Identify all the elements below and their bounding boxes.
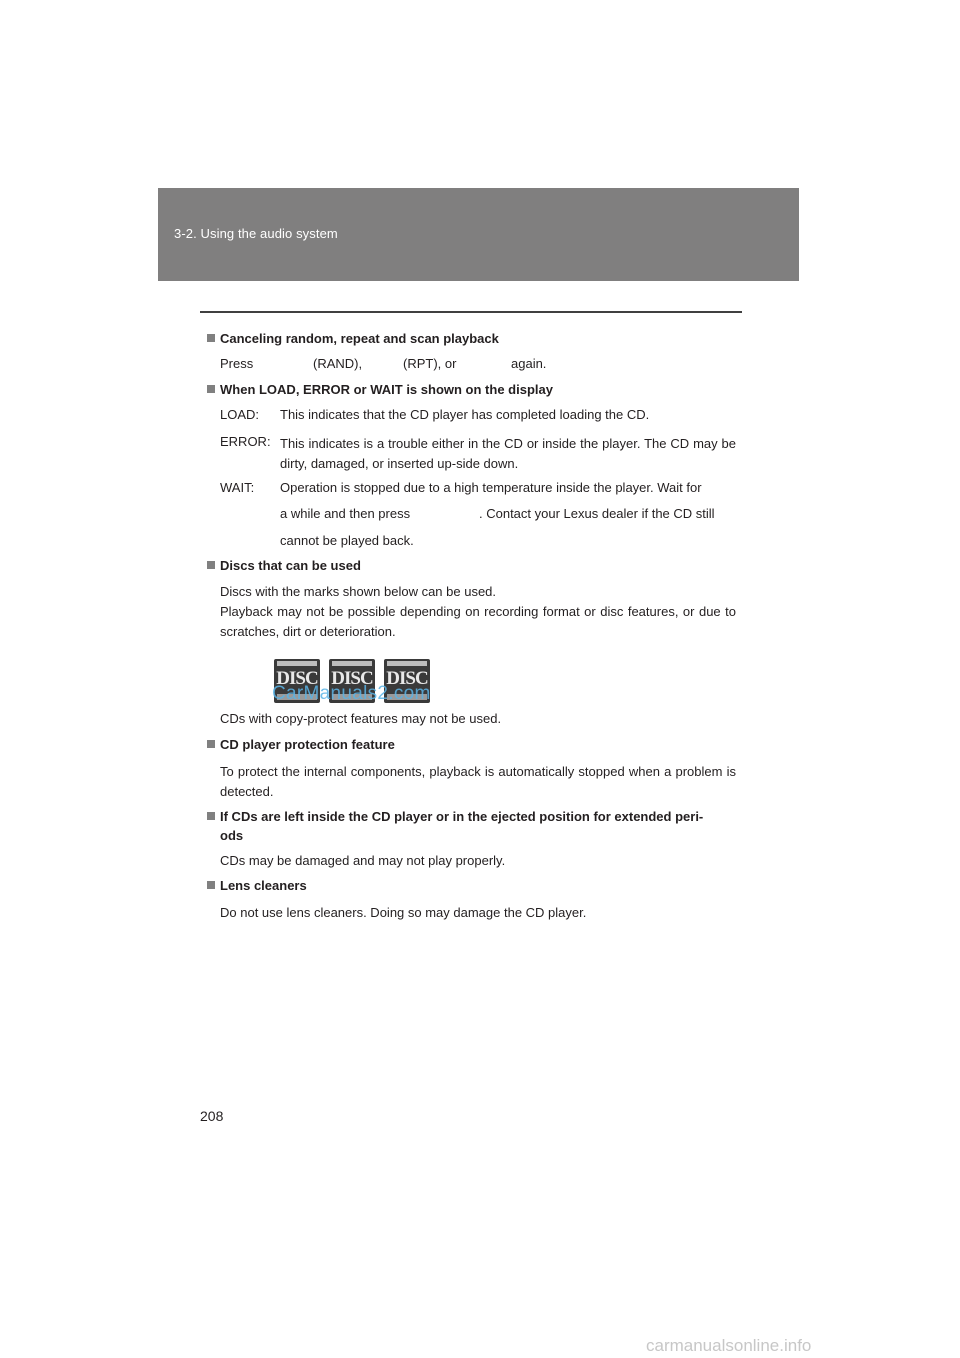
heading-left-inside-line2: ods <box>220 828 244 843</box>
heading-load-error-wait <box>207 382 553 397</box>
discs-text-2: Playback may not be possible depending on recording format or disc features, or due to scratches, dirt or deterioration. <box>220 604 736 639</box>
heading-lens <box>207 878 307 893</box>
again-text: again. <box>511 356 547 371</box>
disc-logo-word: DISC <box>276 668 318 689</box>
error-text: This indicates is a trouble either in the CD or inside the player. The CD may be dirty, damaged, or inserted up-side down. <box>280 436 736 471</box>
load-label: LOAD: <box>220 407 260 422</box>
page-number: 208 <box>200 1108 224 1124</box>
square-bullet-icon <box>207 334 215 342</box>
load-text: This indicates that the CD player has completed loading the CD. <box>280 407 650 422</box>
heading-lens-text: Lens cleaners <box>220 878 307 893</box>
heading-left-inside <box>207 807 737 845</box>
square-bullet-icon <box>207 740 215 748</box>
rpt-text: (RPT), or <box>403 356 457 371</box>
heading-protection-text: CD player protection feature <box>220 737 395 752</box>
disc-logo-word: DISC <box>331 668 373 689</box>
wait-text-line1: Operation is stopped due to a high temperature inside the player. Wait for <box>280 480 702 495</box>
heading-canceling <box>207 331 499 346</box>
heading-discs <box>207 558 361 573</box>
left-inside-text: CDs may be damaged and may not play properly. <box>220 853 506 868</box>
protection-text: To protect the internal components, playback is automatically stopped when a problem is detected. <box>220 764 736 799</box>
header-band <box>158 188 799 281</box>
section-breadcrumb: 3-2. Using the audio system <box>174 226 338 241</box>
discs-text-3: CDs with copy-protect features may not be used. <box>220 711 502 726</box>
press-text: Press <box>220 356 254 371</box>
heading-protection <box>207 737 395 752</box>
heading-discs-text: Discs that can be used <box>220 558 361 573</box>
square-bullet-icon <box>207 812 215 820</box>
heading-canceling-text: Canceling random, repeat and scan playback <box>220 331 499 346</box>
heading-left-inside-line1: If CDs are left inside the CD player or in the ejected position for extended peri- <box>220 809 704 824</box>
wait-label: WAIT: <box>220 480 255 495</box>
square-bullet-icon <box>207 881 215 889</box>
lens-text: Do not use lens cleaners. Doing so may damage the CD player. <box>220 905 587 920</box>
watermark-text: CarManuals2.com <box>272 683 431 704</box>
wait-text-line2b: . Contact your Lexus dealer if the CD still <box>479 506 715 521</box>
horizontal-rule <box>200 311 742 313</box>
wait-text-line2a: a while and then press <box>280 506 411 521</box>
rand-text: (RAND), <box>313 356 363 371</box>
discs-text-1: Discs with the marks shown below can be used. <box>220 584 497 599</box>
wait-text-line3: cannot be played back. <box>280 533 414 548</box>
square-bullet-icon <box>207 385 215 393</box>
error-label: ERROR: <box>220 434 271 449</box>
heading-load-error-wait-text: When LOAD, ERROR or WAIT is shown on the display <box>220 382 553 397</box>
square-bullet-icon <box>207 561 215 569</box>
footer-watermark: carmanualsonline.info <box>646 1336 812 1355</box>
disc-logo-word: DISC <box>386 668 428 689</box>
